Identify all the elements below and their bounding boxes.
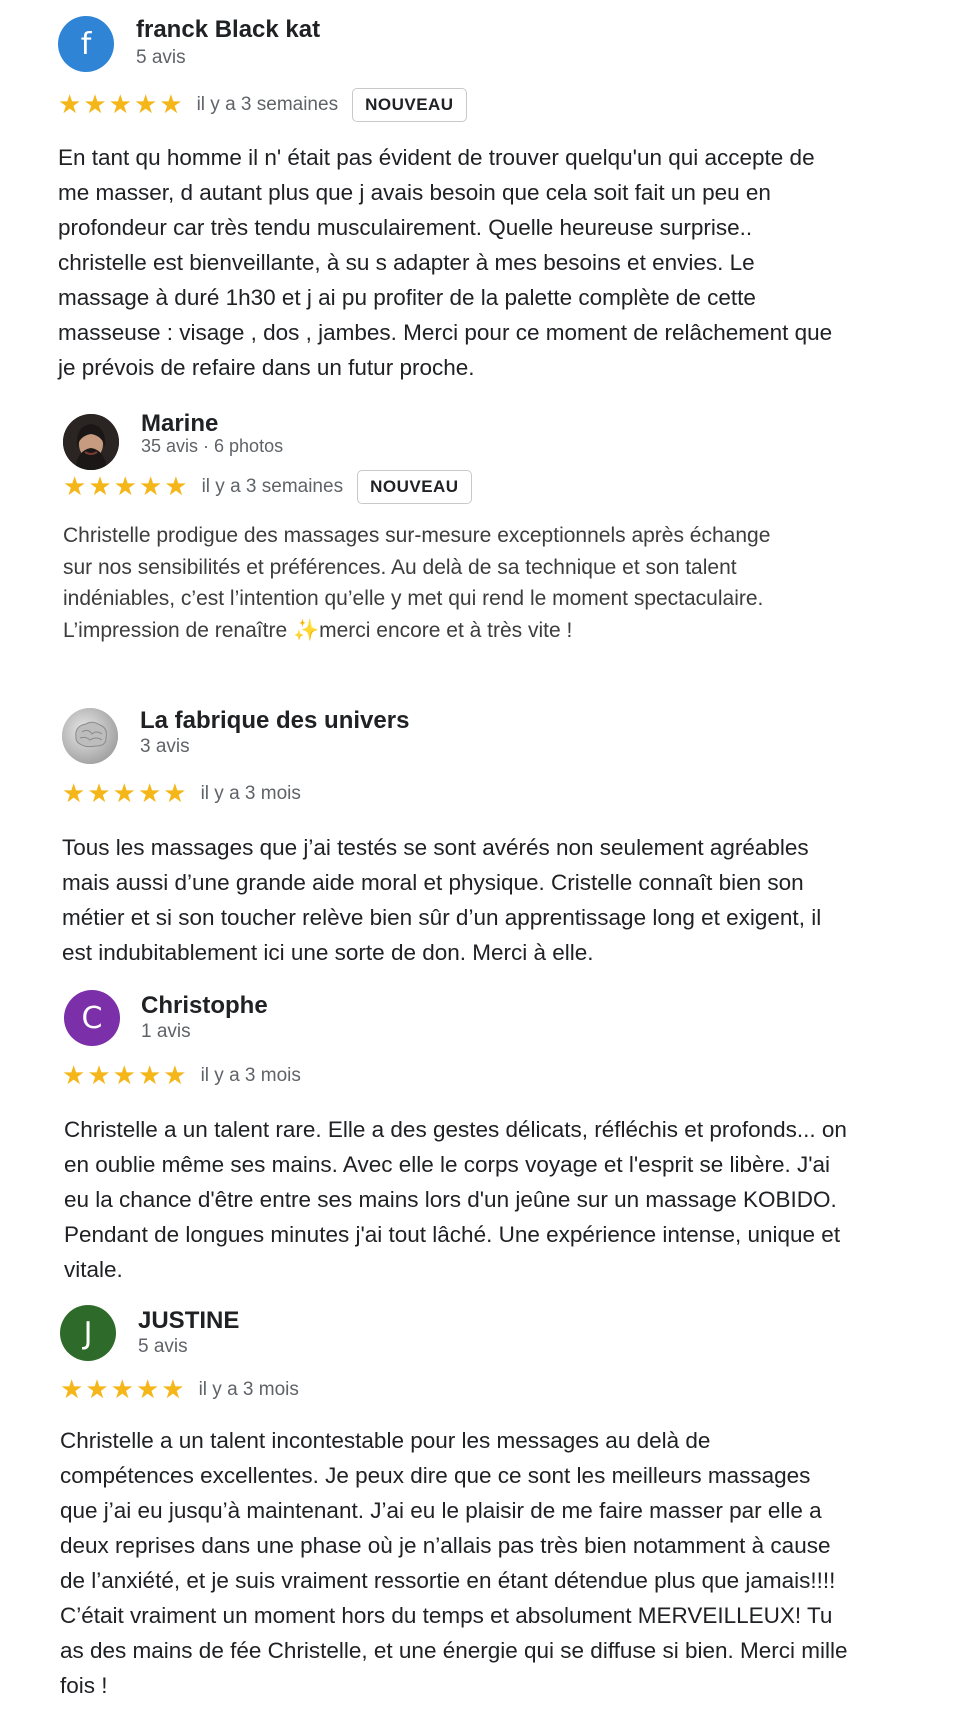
reviewer-name[interactable]: Christophe — [141, 992, 268, 1019]
star-rating — [60, 1377, 185, 1403]
star-icon: ★ — [110, 1375, 134, 1405]
user-photo-icon — [63, 414, 119, 470]
star-icon: ★ — [62, 1061, 86, 1091]
brain-sculpture-icon — [62, 708, 118, 764]
star-rating — [58, 92, 183, 118]
review-text: En tant qu homme il n' était pas évident de trouver quelqu'un qui accepte de me masser, d autant plus que j avais besoin que cela soit fait un peu en profondeur car très tendu musculairement. Quelle heureuse surprise.. christelle est bienveillante, à su s adapter à mes besoins et envies. Le massage à duré 1h30 et j ai pu profiter de la palette complète de cette masseuse : visage , dos , jambes. Merci pour ce moment de relâchement que je prévois de refaire dans un futur proche. — [58, 145, 833, 380]
avatar[interactable]: f — [58, 16, 114, 72]
star-icon: ★ — [108, 90, 132, 120]
review-date: il y a 3 mois — [198, 1379, 299, 1400]
review-card — [0, 690, 967, 970]
avatar[interactable] — [62, 708, 118, 764]
star-rating — [62, 1063, 187, 1089]
reviewer-name[interactable]: franck Black kat — [136, 16, 321, 43]
review-date: il y a 3 mois — [200, 1065, 301, 1086]
star-icon: ★ — [113, 472, 137, 502]
review-card — [0, 980, 967, 1280]
avatar[interactable] — [63, 414, 119, 470]
star-icon: ★ — [164, 472, 188, 502]
reviewer-name[interactable]: La fabrique des univers — [140, 707, 410, 734]
star-icon: ★ — [137, 779, 162, 809]
star-icon: ★ — [137, 1061, 162, 1091]
star-icon: ★ — [133, 90, 158, 120]
star-icon: ★ — [60, 1375, 84, 1405]
rating-row — [58, 87, 467, 123]
review-text: Christelle a un talent rare. Elle a des gestes délicats, réfléchis et profonds... on en oublie même ses mains. Avec elle le corps voyage et l'esprit se libère. J'ai eu la chance d'être entre ses mains lors d'un jeûne sur un massage KOBIDO. Pendant de longues minutes j'ai tout lâché. Une expérience intense, unique et vitale. — [64, 1117, 847, 1282]
new-badge: NOUVEAU — [352, 88, 467, 122]
review-text: Tous les massages que j’ai testés se sont avérés non seulement agréables mais aussi d’une grande aide moral et physique. Cristelle connaît bien son métier et si son toucher relève bien sûr d’un apprentissage long et exigent, il est indubitablement ici une sorte de don. Merci à elle. — [62, 835, 822, 965]
reviewer-meta: 3 avis — [140, 736, 190, 757]
star-icon: ★ — [88, 472, 112, 502]
rating-row — [62, 776, 301, 812]
reviewer-name[interactable]: Marine — [141, 410, 219, 437]
review-card — [0, 400, 967, 670]
new-badge: NOUVEAU — [357, 470, 472, 504]
reviewer-name[interactable]: JUSTINE — [138, 1307, 240, 1334]
review-card — [0, 1295, 967, 1720]
star-rating — [62, 781, 187, 807]
rating-row — [63, 469, 472, 505]
reviewer-meta: 35 avis · 6 photos — [141, 436, 284, 456]
star-icon: ★ — [58, 90, 82, 120]
star-icon: ★ — [138, 472, 163, 502]
avatar[interactable]: J — [60, 1305, 116, 1361]
star-icon: ★ — [135, 1375, 160, 1405]
reviewer-meta: 5 avis — [136, 47, 186, 68]
avatar[interactable]: C — [64, 990, 120, 1046]
star-icon: ★ — [159, 90, 183, 120]
review-card — [0, 0, 967, 390]
rating-row — [60, 1372, 299, 1408]
star-icon: ★ — [163, 779, 187, 809]
rating-row — [62, 1058, 301, 1094]
star-icon: ★ — [83, 90, 107, 120]
star-icon: ★ — [112, 779, 136, 809]
star-icon: ★ — [62, 779, 86, 809]
star-icon: ★ — [87, 779, 111, 809]
review-text: Christelle prodigue des massages sur-mesure exceptionnels après échange sur nos sensibilités et préférences. Au delà de sa technique et son talent indéniables, c’est l’intention qu’elle y met qui rend le moment spectaculaire. L’impression de renaître ✨merci encore et à très vite ! — [63, 524, 771, 642]
reviewer-meta: 1 avis — [141, 1021, 191, 1042]
star-rating — [63, 474, 188, 500]
review-text: Christelle a un talent incontestable pour les messages au delà de compétences excellentes. Je peux dire que ce sont les meilleurs massages que j’ai eu jusqu’à maintenant. J’ai eu le plaisir de me faire masser par elle a deux reprises dans une phase où je n’allais pas très bien notamment à cause de l’anxiété, et je suis vraiment ressortie en étant détendue plus que jamais!!!! C’était vraiment un moment hors du temps et absolument MERVEILLEUX! Tu as des mains de fée Christelle, et une énergie qui se diffuse si bien. Merci mille fois ! — [60, 1428, 848, 1698]
star-icon: ★ — [85, 1375, 109, 1405]
star-icon: ★ — [163, 1061, 187, 1091]
star-icon: ★ — [87, 1061, 111, 1091]
review-date: il y a 3 semaines — [201, 476, 344, 497]
star-icon: ★ — [63, 472, 87, 502]
star-icon: ★ — [161, 1375, 185, 1405]
review-date: il y a 3 semaines — [196, 94, 339, 115]
review-date: il y a 3 mois — [200, 783, 301, 804]
reviewer-meta: 5 avis — [138, 1336, 188, 1357]
star-icon: ★ — [112, 1061, 136, 1091]
